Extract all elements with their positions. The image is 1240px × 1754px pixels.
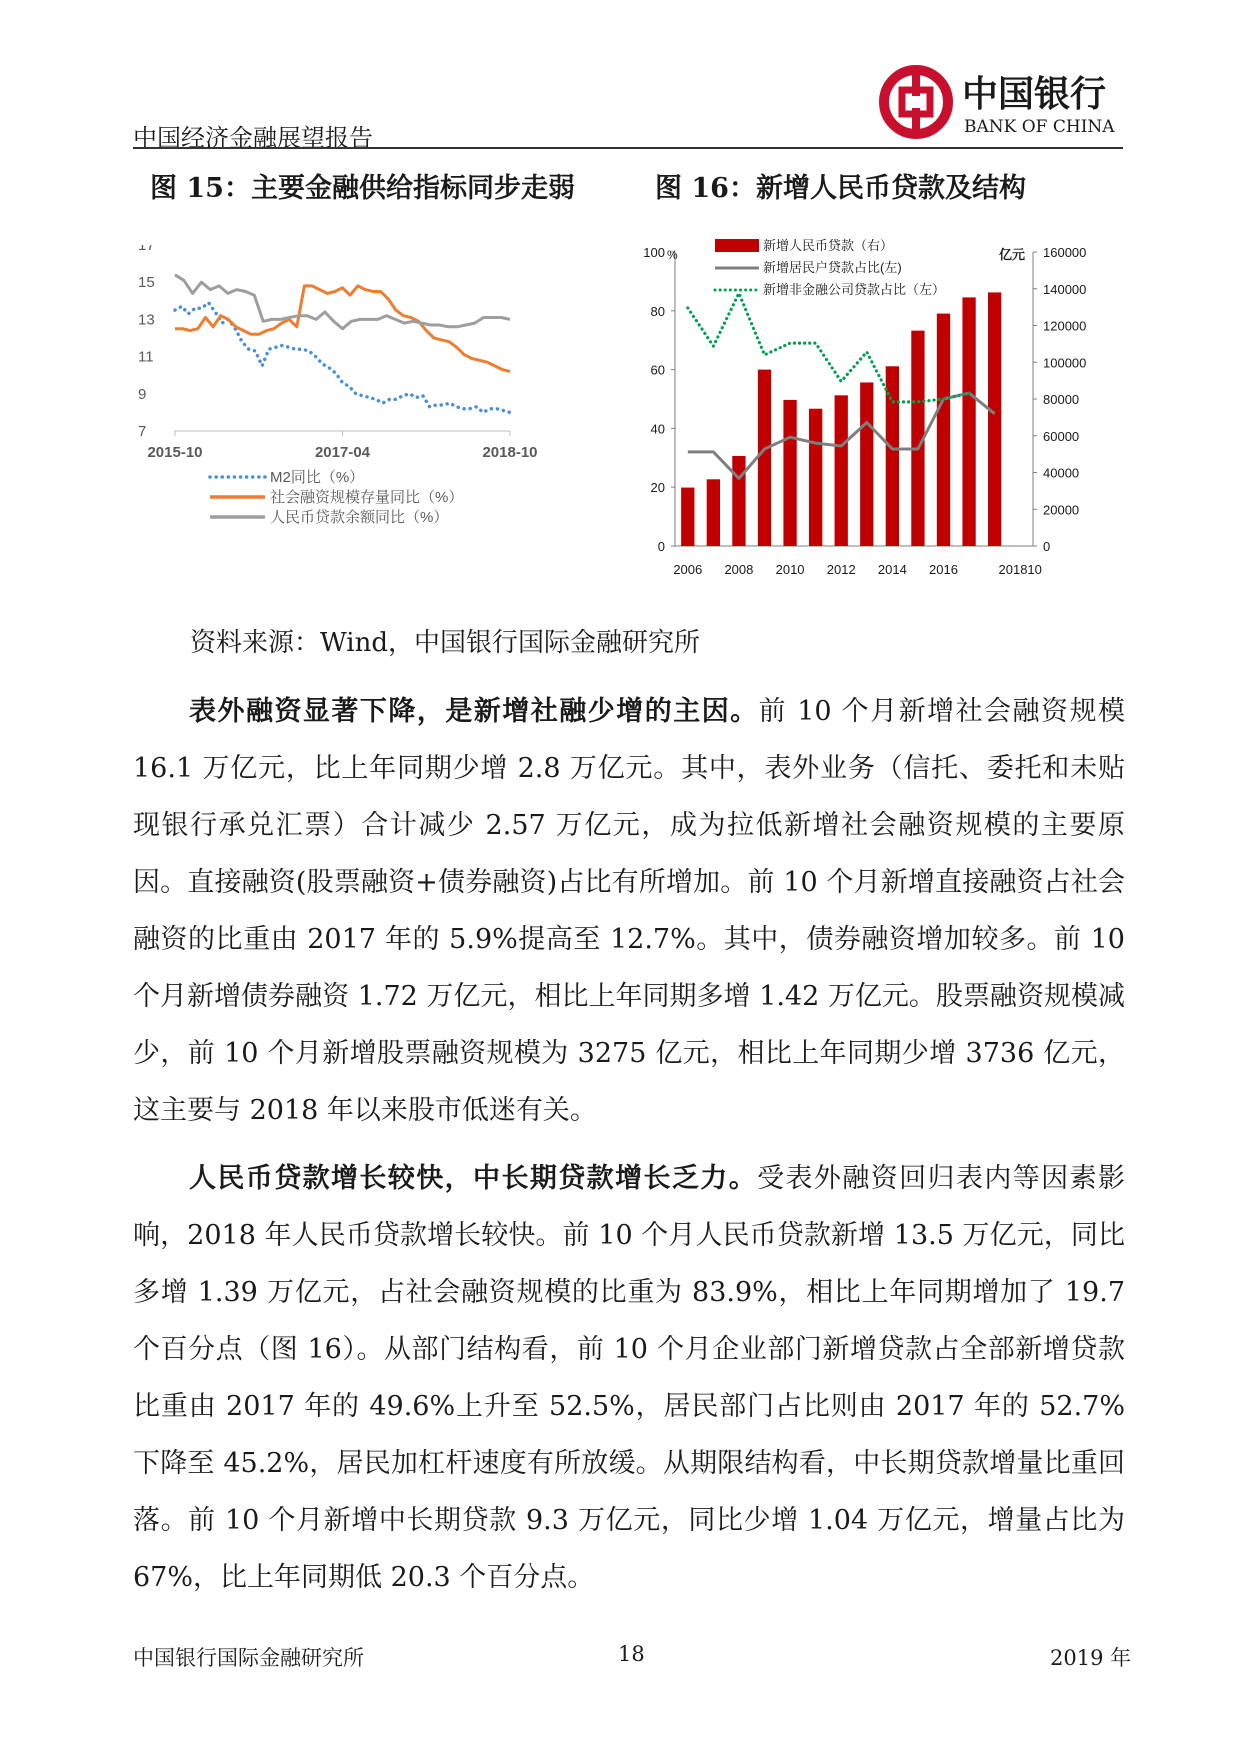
right-tick-label: 60000 [1043, 428, 1080, 444]
y-tick-label: 15 [138, 274, 155, 292]
x-tick-label: 2012 [826, 562, 856, 577]
x-tick-label: 2016 [929, 562, 958, 577]
left-tick-label: 0 [657, 539, 665, 554]
x-tick-label: 2010 [775, 562, 805, 577]
figure-16-title: 图 16：新增人民币贷款及结构 [655, 173, 1026, 204]
x-tick-label: 2006 [673, 562, 703, 577]
legend-label: 新增人民币贷款（右） [763, 238, 894, 253]
logo-cn-text: 中国银行 [962, 73, 1107, 115]
boc-emblem-icon [878, 62, 1128, 142]
footer-institute: 中国银行国际金融研究所 [133, 1646, 364, 1670]
x-tick-label: 2017-04 [314, 444, 371, 461]
figure-source-note: 资料来源：Wind，中国银行国际金融研究所 [190, 628, 700, 658]
right-tick-label: 80000 [1043, 392, 1080, 407]
series-line-2 [175, 275, 510, 329]
right-axis-unit: 亿元 [999, 247, 1026, 262]
paragraph-offbalance-financing [133, 683, 1125, 1139]
figure-15-chart [130, 245, 620, 594]
left-tick-label: 40 [650, 421, 665, 437]
right-tick-label: 100000 [1043, 355, 1087, 371]
right-tick-label: 140000 [1043, 281, 1087, 297]
right-tick-label: 20000 [1043, 502, 1080, 518]
loan-bar [783, 400, 796, 546]
left-tick-label: 100 [643, 245, 665, 260]
loan-bar [860, 382, 873, 546]
legend-swatch [715, 239, 759, 252]
y-tick-label: 13 [138, 311, 155, 329]
bank-of-china-logo [878, 62, 1128, 142]
loan-bar [988, 292, 1001, 546]
paragraph-lead: 表外融资显著下降，是新增社融少增的主因。 [189, 696, 759, 727]
footer-year: 2019 年 [1050, 1646, 1132, 1670]
loan-bar [937, 314, 950, 546]
paragraph-lead: 人民币贷款增长较快，中长期贷款增长乏力。 [189, 1163, 758, 1194]
legend-label: 社会融资规模存量同比（%） [270, 489, 464, 506]
x-tick-label: 201810 [998, 562, 1042, 577]
x-tick-label: 2015-10 [147, 444, 203, 461]
right-tick-label: 40000 [1043, 465, 1080, 481]
left-tick-label: 60 [650, 362, 665, 378]
right-tick-label: 160000 [1043, 245, 1087, 260]
corporate-share-line [688, 293, 969, 402]
left-tick-label: 20 [650, 480, 665, 496]
figure-16-chart [625, 232, 1095, 586]
paragraph-rmb-loans [133, 1150, 1125, 1606]
legend-label: 人民币贷款余额同比（%） [270, 509, 449, 526]
right-tick-label: 0 [1043, 539, 1051, 554]
loan-bar [732, 456, 745, 546]
x-tick-label: 2014 [877, 562, 907, 577]
x-tick-label: 2018-10 [482, 444, 538, 461]
loan-bar [758, 370, 771, 546]
y-tick-label: 11 [138, 348, 154, 366]
paragraph-body: 前 10 个月新增社会融资规模 16.1 万亿元，比上年同期少增 2.8 万亿元。其中，表外业务（信托、委托和未贴现银行承兑汇票）合计减少 2.57 万亿元，成为拉低新增社会融资规模的主要原因。直接融资(股票融资+债券融资)占比有所增加。前 10 个月新增直接融资占社会融资的比重由 2017 年的 5.9%提高至 12.7%。其中，债券融资增加较多。前 10 个月新增债券融资 1.72 万亿元，相比上年同期多增 1.42 万亿元。股票融资规模减少，前 10 个月新增股票融资规模为 3275 亿元，相比上年同期少增 3736 亿元，这主要与 2018 年以来股市低迷有关。 [133, 696, 1125, 1126]
figure-15-title: 图 15：主要金融供给指标同步走弱 [150, 173, 575, 204]
right-tick-label: 120000 [1043, 318, 1087, 334]
x-tick-label: 2008 [724, 562, 754, 577]
left-axis-unit: % [667, 248, 678, 262]
loan-bar [962, 297, 975, 546]
y-tick-label: 9 [138, 385, 147, 403]
header-divider [133, 147, 1123, 149]
left-tick-label: 80 [650, 303, 665, 319]
y-tick-label: 17 [138, 245, 155, 254]
loan-bar [809, 409, 822, 546]
loan-bar [707, 479, 720, 546]
legend-label: M2同比（%） [270, 469, 365, 486]
page-number: 18 [618, 1642, 645, 1666]
paragraph-body: 受表外融资回归表内等因素影响，2018 年人民币贷款增长较快。前 10 个月人民币贷款新增 13.5 万亿元，同比多增 1.39 万亿元，占社会融资规模的比重为 83.9%，相比上年同期增加了 19.7 个百分点（图 16）。从部门结构看，前 10 个月企业部门新增贷款占全部新增贷款比重由 2017 年的 49.6%上升至 52.5%，居民部门占比则由 2017 年的 52.7%下降至 45.2%，居民加杠杆速度有所放缓。从期限结构看，中长期贷款增量比重回落。前 10 个月新增中长期贷款 9.3 万亿元，同比少增 1.04 万亿元，增量占比为 67%，比上年同期低 20.3 个百分点。 [133, 1163, 1125, 1593]
report-title: 中国经济金融展望报告 [133, 124, 373, 152]
logo-en-text: BANK OF CHINA [964, 117, 1115, 137]
legend-label: 新增居民户贷款占比(左) [763, 260, 902, 275]
y-tick-label: 7 [138, 423, 147, 440]
loan-bar [681, 488, 694, 546]
loan-bar [835, 395, 848, 546]
legend-label: 新增非金融公司贷款占比（左） [763, 282, 946, 297]
